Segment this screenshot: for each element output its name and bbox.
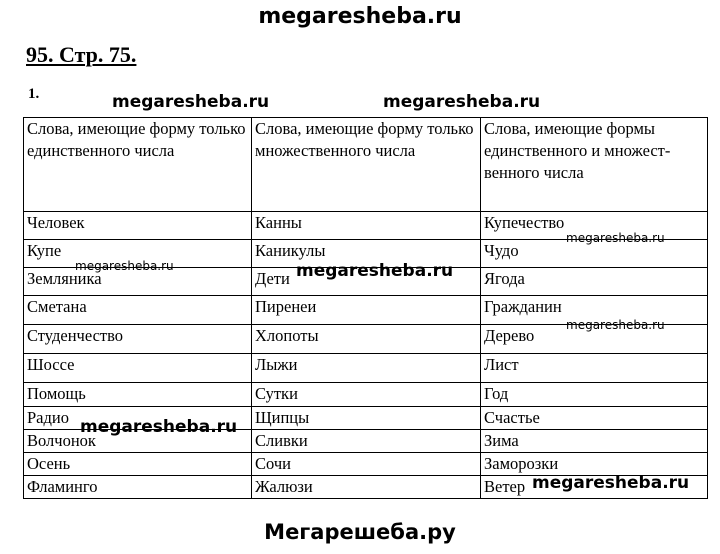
task-number: 1.	[28, 86, 40, 102]
table-cell: Помощь	[24, 383, 252, 407]
table-cell: Волчонок	[24, 430, 252, 453]
table-row	[24, 354, 708, 383]
table-row	[24, 383, 708, 407]
table-cell: Пиренеи	[252, 296, 481, 325]
table-cell: Ягода	[481, 268, 708, 296]
table-cell: Купе	[24, 240, 252, 268]
watermark: megaresheba.ru	[112, 92, 270, 112]
table-cell: Фламинго	[24, 476, 252, 499]
number-forms-table	[23, 117, 708, 499]
table-cell: Год	[481, 383, 708, 407]
table-cell: Лыжи	[252, 354, 481, 383]
table-cell: Студенчество	[24, 325, 252, 354]
header-singular-only: Слова, имеющие форму только единственного числа	[24, 118, 252, 212]
table-cell: Зима	[481, 430, 708, 453]
table-cell: Сливки	[252, 430, 481, 453]
header-both-forms: Слова, имеющие формы единственного и множест-венного числа	[481, 118, 708, 212]
table-cell: Чудо	[481, 240, 708, 268]
table-cell: Каникулы	[252, 240, 481, 268]
table-cell: Хлопоты	[252, 325, 481, 354]
table-cell: Сметана	[24, 296, 252, 325]
table-cell: Жалюзи	[252, 476, 481, 499]
exercise-heading: 95. Стр. 75.	[26, 42, 137, 67]
table-cell: Купечество	[481, 212, 708, 240]
watermark: megaresheba.ru	[80, 417, 238, 437]
table-cell: Канны	[252, 212, 481, 240]
site-footer: Мегарешеба.ру	[264, 520, 456, 544]
table-cell: Ветер	[481, 476, 708, 499]
table-cell: Шоссе	[24, 354, 252, 383]
watermark: megaresheba.ru	[296, 261, 454, 281]
table-cell: Сочи	[252, 453, 481, 476]
table-cell: Сутки	[252, 383, 481, 407]
table-cell: Радио	[24, 407, 252, 430]
watermark: megaresheba.ru	[75, 259, 174, 273]
table-cell: Дерево	[481, 325, 708, 354]
site-header: megaresheba.ru	[258, 4, 462, 29]
table-cell: Осень	[24, 453, 252, 476]
table-header-row	[24, 118, 708, 212]
table-cell: Щипцы	[252, 407, 481, 430]
watermark: megaresheba.ru	[566, 318, 665, 332]
table-cell: Счастье	[481, 407, 708, 430]
table-cell: Лист	[481, 354, 708, 383]
table-cell: Земляника	[24, 268, 252, 296]
watermark: megaresheba.ru	[532, 473, 690, 493]
table-cell: Дети	[252, 268, 481, 296]
header-plural-only: Слова, имеющие форму только множественного числа	[252, 118, 481, 212]
watermark: megaresheba.ru	[383, 92, 541, 112]
table-cell: Человек	[24, 212, 252, 240]
table-cell: Гражданин	[481, 296, 708, 325]
table-cell: Заморозки	[481, 453, 708, 476]
watermark: megaresheba.ru	[566, 231, 665, 245]
